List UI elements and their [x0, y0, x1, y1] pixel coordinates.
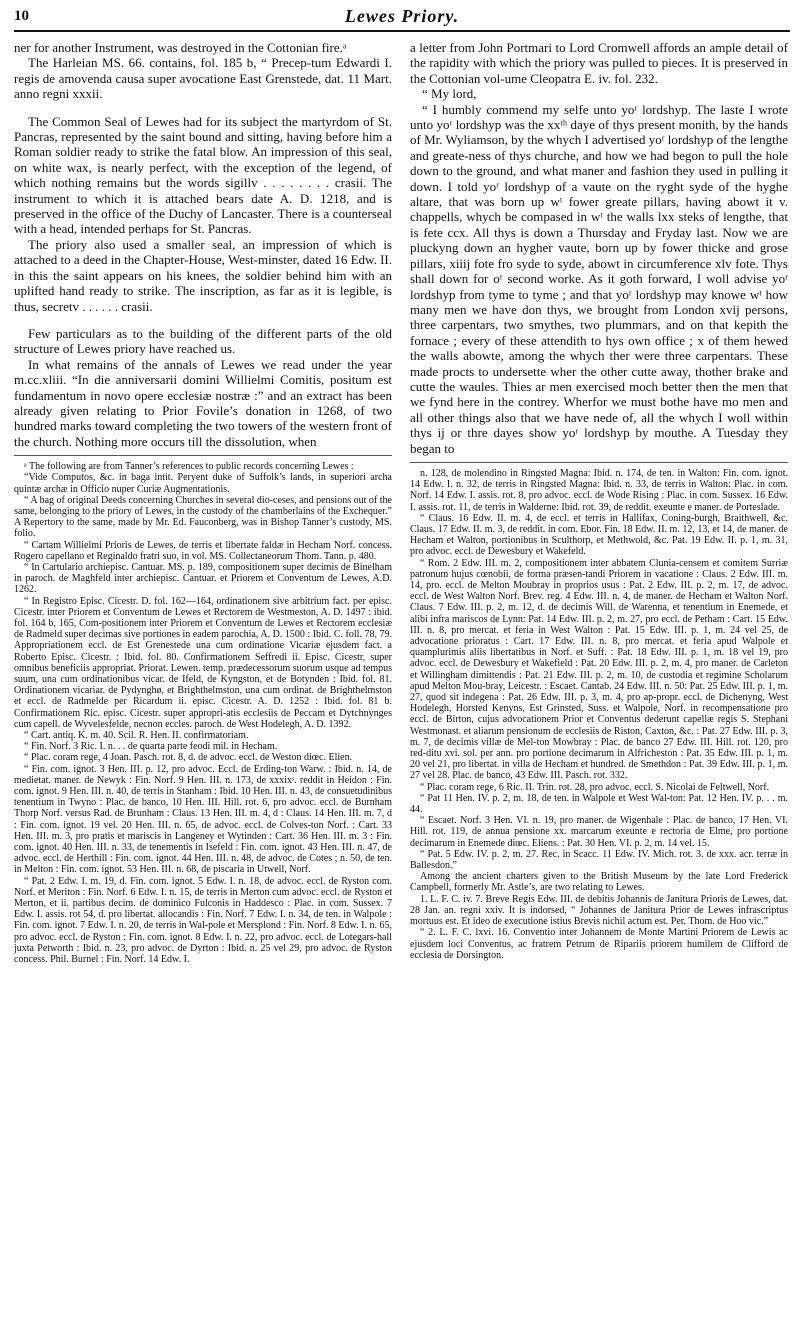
right-body-text — [410, 40, 788, 456]
paragraph: ner for another Instrument, was destroyed in the Cottonian fire.ᵃ — [14, 40, 347, 55]
left-body-text — [14, 40, 392, 449]
page-number: 10 — [14, 8, 29, 24]
running-title: Lewes Priory. — [344, 6, 460, 26]
footnote: ᵃ The following are from Tanner’s references to public records concerning Lewes : — [24, 461, 354, 473]
footnote: “ 2. L. F. C. lxvi. 16. Conventio inter Johannem de Monte Martini Priorem de Lewis ac ejusdem loci Conventus, ac fratrem Petrum de Ripariis priorem humilem de Clifford de ecclesia de Dorsington. — [410, 927, 788, 961]
footnote: “ Fin. com. ignot. 3 Hen. III. p. 12, pro advoc. Eccl. de Erding-ton Warw. : Ibid. n. 14, de medietat. maner. de Newyk : Fin. Norf. 9 Hen. III. n. 173, de xxxixˢ. reddit in Heidon : Fin. com. ignot. 9 Hen. III. n. 40, de terris in Stanham : Ibid. 10 Hen. III. n. 43, de consuetudinibus tenentium in Twyno : Plac. de banco, 10 Hen. III. Hill. rot. 6, pro advoc. eccl. de Burnham Thorp Norf. versus Rad. de Brunham : Claus. 13 Hen. III. m. 4, d : Claus. 14 Hen. III. m. 7, d : Fin. com. ignot. 19 vel. 20 Hen. III. n. 65, de advoc. eccl. de Colves-ton Norf. : Cart. 33 Hen. III. m. 3, pro pratis et mariscis in Langeney et Wytinden : Cart. 36 Hen. III. m. 3 : Fin. com. ignot. 40 Hen. III. n. 33, de tenementis in Isefeld : Fin. com. ignot. 43 Hen. III. n. 47, de advoc. eccl. de Herthill : Fin. com. ignot. 44 Hen. III. n. 48, de advoc. de Cotes ; n. 50, de ten. in Melton : Fin. com. ignot. 53 Hen. III. n. 68, de piscaria in Utwell, Norf. — [14, 763, 392, 876]
paragraph: a letter from John Portmari to Lord Cromwell affords an ample detail of the rapidity with which the priory was pulled to pieces. It is preserved in the Cottonian vol-ume Cleopatra E. iv. fol. 232. — [410, 40, 788, 86]
footnote-rule — [410, 462, 788, 463]
footnote: “ Rom. 2 Edw. III. m. 2, compositionem inter abbatem Clunia-censem et comitem Surriæ patronum hujus cœnobii, de forma præsen-tandi Priorem in vacatione : Claus. 2 Edw. III. m. 14, pro. eccl. de Melton Moubray in proprios usus : Pat. 2 Edw. III. p. 2, m. 17, de advoc. eccl. de West Walton Norf. Brev. reg. 4 Edw. III. n. 4, de maner. de Hecham et Walton Norf. Claus. 7 Edw. III. p. 2, m. 12, d. de decimis Will. de Warenna, et tenentium in Enemede, et alibi infra mariscos de Lynn: Pat. 14 Edw. III. p. 2, m. 27, pro eccl. de Petham : Cart. 15 Edw. III. n. 8, pro mercat. et feria in West Walton : Pat. 15 Edw. III. p. 1, m. 24 vel 25, de advocatione prioratus : Cart. 17 Edw. III. n. 8, pro mercat. et feria apud Walpole et quamplurimis aliis libertatibus in Norf. et Suff. : Pat. 18 Edw. III. p. 1, m. 18 vel 19, pro advoc. eccl. de Dewesbury et Wakefield : Pat. 20 Edw. III. p. 2, m. 4, pro maner. de Carleton et Willingham dimittendis : Pat. 21 Edw. III. p. 2, m. 10, de custodia et regimine Scholarum apud Melton Mou-bray, Leicestr. : Escaet. Cantab. 24 Edw. III. n. 50: Pat. 25 Edw. III. p. 1, m. 27, quod sit indegena : Pat. 26 Edw. III. p. 3, m. 4, pro ap-propr. eccl. de Dichenyng, West Hodelegh, Horsted Kenyns, Est Grinsted, Suss. et Walpole, Norf. in recompensatione pro eccl. de Birton, cujus advocationem Prior et Conventus dederunt capellæ regis S. Stephani Westmonast. et aliarum pensionum de ecclesiis de Riston, Caxton, &c. : Pat. 27 Edw. III. p. 3, m. 7, de decimis villæ de Mel-ton Mowbray : Plac. de banco 27 Edw. III. Hill. rot. 120, pro red-ditu xvi. sol. per ann. pro portione decimarum in Alfricheston : Pat. 35 Edw. III. p. 1, m. 20 vel 21, pro libertat. in villa de Hecham et hundred. de Smethdon : Pat. 39 Edw. III. p. 1, m. 27 vel 28. Plac. de banco, 43 Edw. III. Pasch. rot. 332. — [410, 557, 788, 782]
paragraph: The priory also used a smaller seal, an impression of which is attached to a deed in the Chapter-House, West-minster, dated 16 Edw. II. in this the saint appears on his knees, the soldier behind him with an uplifted hand ready to strike. The inscription, as far as it is legible, is thus, secretv . . . . . . crasii. — [14, 236, 392, 314]
footnote: “ Pat. 2 Edw. I. m. 19, d. Fin. com. ignot. 5 Edw. I. n. 18, de advoc. eccl. de Ryston com. Norf. et Meriton : Fin. Norf. 6 Edw. I. n. 15, de terris in Merton cum advoc. eccl. de Ryston et Merton, et ii. partibus decim. de dominico Fulconis in Haddesco : Plac. in com. Sussex. 7 Edw. I. assis. rot 54, d. pro libertat. allocandis : Fin. Norf. 7 Edw. I. n. 34, de ten. in Walpole : Fin. com. ignot. 7 Edw. I. n. 20, de terris in Wal-pole et Mersplond : Fin. Norf. 8 Edw. I. n. 65, pro advoc. eccl. de Ryston : Fin. com. ignot. 8 Edw. I. n. 22, pro advoc. eccl. de Lotegars-hall juxta Petworth : Ibid. n. 23, pro advoc. de Dyrton : Ibid. n. 25 vel 29, pro advoc. de Ryston concess. Phil. Burnel : Fin. Norf. 14 Edw. I. — [14, 875, 392, 966]
footnote: “ Cart. antiq. K. m. 40. Scil. R. Hen. II. confirmatoriam. — [24, 730, 249, 742]
right-column — [410, 40, 788, 1320]
header-rule — [14, 30, 790, 32]
footnote: “ Fin. Norf. 3 Ric. I. n. . . de quarta parte feodi mil. in Hecham. — [24, 741, 278, 753]
paragraph: Few particulars as to the building of the different parts of the old structure of Lewes priory have reached us. — [14, 325, 392, 357]
footnote: “Vide Computos, &c. in baga intit. Peryent duke of Suffolk’s lands, in superiori archa quintæ archæ in Officio nuper Curiæ Augmentationis. — [14, 472, 392, 495]
footnote: “ Cartam Willielmi Prioris de Lewes, de terris et libertate faldæ in Hecham Norf. concess. Rogero capellano et Reginaldo fratri suo, in vol. MS. Collectaneorum Thom. Tann. p. 480. — [14, 539, 392, 562]
footnote: 1. L. F. C. iv. 7. Breve Regis Edw. III. de debitis Johannis de Janitura Prioris de Lewes, dat. 28 Jan. an. regni xxiv. It is indorsed, “ Johannes de Janitura Prior de Lewes infrascriptus mortuus est. Et ideo de executione istius Brevis nichil actum est. Per. Thom. de Hoo vic.” — [410, 893, 788, 928]
page-header — [14, 4, 790, 30]
cromwell-letter — [410, 86, 788, 456]
footnote: Among the ancient charters given to the British Museum by the late Lord Frederick Campbell, formerly Mr. Astle’s, are two relating to Lewes. — [410, 871, 788, 894]
footnote: “ Pat. 5 Edw. IV. p. 2, m. 27. Rec. in Scacc. 11 Edw. IV. Mich. rot. 3. de xxx. acr. terræ in Ballesdon.” — [410, 848, 788, 872]
paragraph: The Harleian MS. 66. contains, fol. 185 b, “ Precep-tum Edwardi I. regis de amovenda causa super avocatione East Grenstede, dat. 11 Mart. anno regni xxxii. — [14, 55, 392, 102]
paragraph: In what remains of the annals of Lewes we read under the year m.cc.xliii. “In die anniversarii domini Willielmi Comitis, positum est fundamentum in novo opere ecclesiæ nostræ :” and an extract has been already given relating to Prior Fovile’s donation in 1268, of two hundred marks toward completing the two towers of the western front of the church. Nothing more occurs till the dissolution, when — [14, 356, 392, 449]
footnote: “ In Cartulario archiepisc. Cantuar. MS. p. 189, compositionem super decimis de Binelham in paroch. de Maghfeld inter archiepisc. Cantuar. et Priorem et Conventum de Lewes, A.D. 1262. — [14, 561, 392, 596]
footnote: n. 128, de molendino in Ringsted Magna: Ibid. n. 174, de ten. in Walton: Fin. com. ignot. 14 Edw. I. n. 32, de terris in Ringsted Magna: Ibid. n. 33, de terris in Walton: Plac. in com. Norf. 14 Edw. I. assis. rot. 8, pro advoc. eccl. de Wode Rising : Plac. in com. Sussex. 16 Edw. I. assis. rot. 11, de terris in Walderne: Ibid. rot. 39, de reddit. exeunte e maner. de Porteslade. — [410, 467, 788, 513]
footnote: “ Pat 11 Hen. IV. p. 2, m. 18, de ten. in Walpole et West Wal-ton: Pat. 12 Hen. IV. p. . . m. 44. — [410, 792, 788, 816]
footnote: “ In Registro Episc. Cicestr. D. fol. 162—164, ordinationem sive arbitrium fact. per episc. Cicestr. inter Priorem et Conventum de Lewes et Rectorem de Westmeston, A. D. 1497 : ibid. fol. 164 b, 165, Com-positionem inter Priorem et Conventum de Lewes et Rectorem ecclesiæ de Radmeld super decimas sive portiones in eadem parochia, A. D. 1500 : Ibid. C. foll. 78, 79. Appropriationem eccl. de Est Grenestede una cum ordinatione Vicariæ ejusdem fact. a Roberto Episc. Cicestr. : Ibid. fol. 80. Confirmationem Seffredi ii. Episc. Cicestr, super omnibus beneficiis appropriat. Priorat. Lewen. temp. prædecessorum suorum usque ad tempus suum, una cum ordinationibus vicar. de Ifeld, de Kyngston, et de Botynden : Ibid. fol. 81. Ordinationem vicariar. de Pydynghø, et Brighthelmston, una cum ordinat. de Brighthelmston et eccl. de Radmelde per Ricardum ii. episc. Cicestr. A. D. 1252 : Ibid. fol. 81 b. Confirmationem Ric. episc. Cicestr. super appropri-atis ecclesiis de Peccam et Dytchnynges cum capell. de Wyvelesfelde, necnon eccles. paroch. de West Hodelegh, A. D. 1392. — [14, 595, 392, 730]
left-column — [14, 40, 392, 1320]
footnote-rule — [14, 455, 392, 456]
letter-body: “ I humbly commend my selfe unto yoʳ lordshyp. The laste I wrote unto yoʳ lordshyp was the xxᵗʰ daye of thys present monith, by the hands of Mr. Wyliamson, by the whych I advertised yoʳ lordshyp of the lengthe and greate-ness of thys churche, and how we had begon to pull the hole down to the ground, and what maner and fashion they used in pulling it down. I told yoʳ lordshyp of a vaute on the ryght syde of the hyghe altare, that was born up wᵗ fower greate pillars, having abowt it v. chappells, whych be compased in wᵗ the walls lxx steks of lengthe, that is fete ccx. All thys is down a Thursday and Fryday last. Now we are pluckyng down an hygher vaute, born up by fower thicke and grose pillars, xiiij fote fro syde to syde, abowt in circumference xlv fote. Thys shall down for oʳ second worke. As it goth forward, I woll advise yoʳ lordshyp from tyme to tyme ; and that yoʳ lordshyp may knowe wᵗ how many men we have don thys, we brought from London xvij persons, three carpentars, two smythes, two plummars, and on that kepith the fornace ; every of these attendith to hys own office ; x of them hewed the walls abowte, among the whych ther were three carpentars. These made procts to undersette wher the other cutte away, thother brake and cutte the waules. Thies ar men exercised moch better then the men that we fynd here in the contrey. Wherfor we must bothe have mo men and all other things also that we have nede of, all the whych I woll within thys ij or thre dayes show yoʳ lordshyp by mouthe. A Tuesday they began to — [410, 101, 788, 456]
footnote: “ Plac. coram rege, 4 Joan. Pasch. rot. 8, d. de advoc. eccl. de Weston diœc. Elien. — [24, 752, 353, 764]
left-footnotes — [14, 461, 392, 965]
paragraph-common-seal: The Common Seal of Lewes had for its subject the martyrdom of St. Pancras, represented by the saint bound and sitting, having before him a Roman soldier ready to strike the fatal blow. An impression of this seal, on white wax, is nearly perfect, with the exception of the legend, of which nothing remains but the words sigillv . . . . . . . . crasii. The instrument to which it is attached bears date A. D. 1218, and is preserved in the office of the Duchy of Lancaster. There is a counterseal with a head, intended perhaps for St. Pancras. — [14, 113, 392, 237]
letter-salutation: “ My lord, — [422, 86, 477, 102]
footnote: “ Escaet. Norf. 3 Hen. VI. n. 19, pro maner. de Wigenhale : Plac. de banco, 17 Hen. VI. Hill. rot. 119, de annua pensione xx. marcarum exeunte e rectoria de Elme, pro portione decimarum in Enemede diœc. Eliens. : Pat. 30 Hen. VI. p. 2, m. 14 vel. 15. — [410, 815, 788, 849]
footnote: “ Plac. coram rege, 6 Ric. II. Trin. rot. 28, pro advoc. eccl. S. Nicolai de Feltwell, Norf. — [420, 781, 770, 793]
right-footnotes — [410, 468, 788, 961]
footnote: “ Claus. 16 Edw. II. m. 4, de eccl. et terris in Hallifax, Coning-burgh, Braithwell, &c. Claus. 17 Edw. II. m. 3, de reddit. in com. Ebor. Fin. 18 Edw. II. m. 12, 13, et 14, de maner. de Hecham et Walton, portionibus in Sculthorp, et Methwold, &c. Pat. 19 Edw. II. p. 1, m. 31, pro advoc. eccl. de Dewesbury et Wakefeld. — [410, 512, 788, 558]
footnote: “ A bag of original Deeds concerning Churches in several dio-ceses, and pensions out of the same, belonging to the priory of Lewes, in the custody of the chamberlains of the Exchequer.” A Repertory to the same, made by Mr. Ed. Fauconberg, was in Bishop Tanner’s custody, MS. folio. — [14, 494, 392, 540]
